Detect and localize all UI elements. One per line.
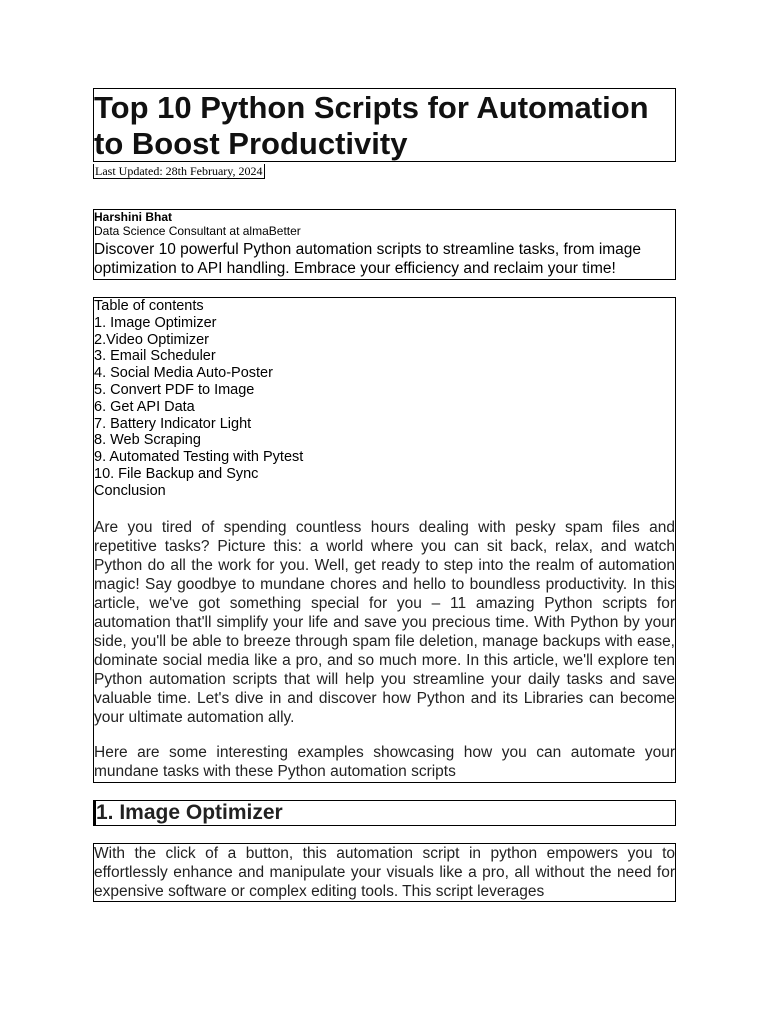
toc-item-battery-indicator-light[interactable]: 7. Battery Indicator Light [94, 415, 252, 432]
section-title-image-optimizer: 1. Image Optimizer [96, 800, 283, 824]
article-summary: Discover 10 powerful Python automation scripts to streamline tasks, from image optimization to API handling. Embrace your efficiency and reclaim your time! [94, 241, 642, 277]
toc-item-email-scheduler[interactable]: 3. Email Scheduler [94, 348, 216, 365]
section-paragraph-image-optimizer: With the click of a button, this automation script in python empowers you to effortlessly enhance and manipulate your visuals like a pro, all without the need for expensive software or complex editing tools. This script leverages [94, 844, 675, 900]
title-box [93, 88, 676, 162]
toc-item-video-optimizer[interactable]: 2.Video Optimizer [94, 331, 209, 348]
toc-item-get-api-data[interactable]: 6. Get API Data [94, 398, 195, 415]
toc-item-image-optimizer[interactable]: 1. Image Optimizer [94, 314, 217, 331]
section-paragraph-box [93, 843, 676, 902]
section-heading-box [93, 800, 676, 826]
table-of-contents [93, 297, 676, 783]
toc-item-conclusion[interactable]: Conclusion [94, 482, 166, 499]
toc-item-automated-testing[interactable]: 9. Automated Testing with Pytest [94, 449, 304, 466]
toc-heading: Table of contents [94, 298, 204, 314]
toc-item-social-media-auto-poster[interactable]: 4. Social Media Auto-Poster [94, 365, 273, 382]
author-block [93, 209, 676, 280]
toc-item-file-backup-sync[interactable]: 10. File Backup and Sync [94, 465, 259, 482]
toc-item-convert-pdf-to-image[interactable]: 5. Convert PDF to Image [94, 381, 255, 398]
last-updated: Last Updated: 28th February, 2024 [95, 164, 263, 178]
page-title: Top 10 Python Scripts for Automation to Boost Productivity [94, 90, 649, 161]
examples-paragraph: Here are some interesting examples showcasing how you can automate your mundane tasks with these Python automation scripts [94, 743, 675, 780]
toc-item-web-scraping[interactable]: 8. Web Scraping [94, 432, 201, 449]
author-name[interactable]: Harshini Bhat [94, 210, 173, 224]
author-role: Data Science Consultant at almaBetter [94, 224, 301, 238]
article [93, 88, 676, 902]
intro-paragraph: Are you tired of spending countless hours dealing with pesky spam files and repetitive tasks? Picture this: a world where you can sit back, relax, and watch Python do all the work for you. Well, get ready to step into the realm of automation magic! Say goodbye to mundane chores and hello to boundless productivity. In this article, we've got something special for you – 11 amazing Python scripts for automation that'll simplify your life and save you precious time. With Python by your side, you'll be able to breeze through spam file deletion, manage backups with ease, dominate social media like a pro, and so much more. In this article, we'll explore ten Python automation scripts that will help you streamline your daily tasks and save valuable time. Let's dive in and discover how Python and its Libraries can become your ultimate automation ally. [94, 518, 675, 726]
